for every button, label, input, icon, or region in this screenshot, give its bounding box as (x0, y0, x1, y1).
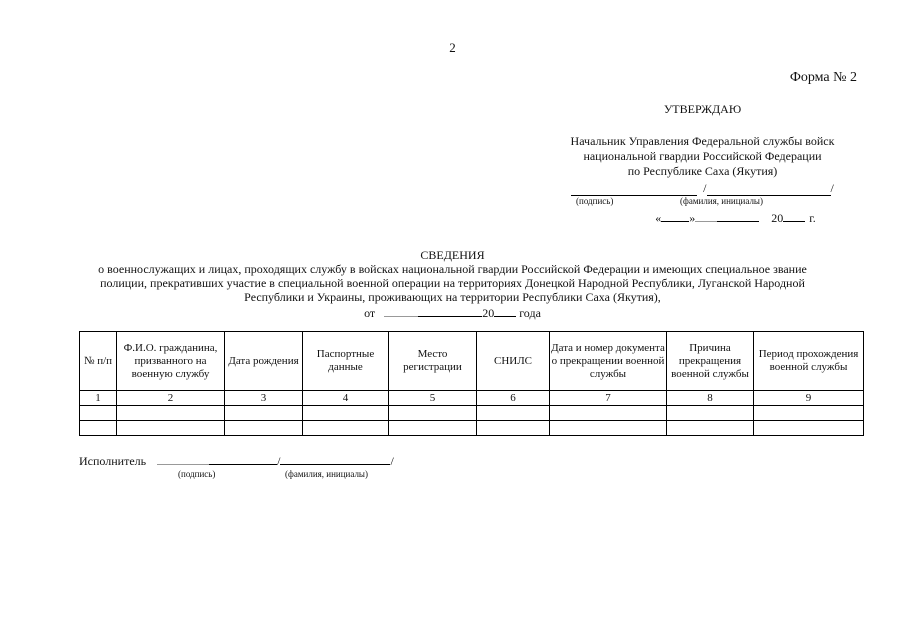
table-cell[interactable] (754, 421, 864, 436)
column-header: Причина прекращения военной службы (667, 332, 754, 391)
column-header: Дата рождения (225, 332, 303, 391)
table-cell[interactable] (303, 406, 389, 421)
table-cell[interactable] (389, 406, 477, 421)
form-number: Форма № 2 (789, 70, 857, 85)
table-cell[interactable] (667, 421, 754, 436)
column-header: Место регистрации (389, 332, 477, 391)
table-cell[interactable] (550, 406, 667, 421)
name-line (707, 183, 831, 196)
column-number: 1 (80, 391, 117, 406)
column-number: 5 (389, 391, 477, 406)
document-heading (60, 248, 845, 320)
column-number: 8 (667, 391, 754, 406)
approval-line: по Республике Саха (Якутия) (627, 164, 778, 178)
column-number: 4 (303, 391, 389, 406)
column-number: 7 (550, 391, 667, 406)
executor-row: Исполнитель / / (79, 454, 394, 468)
signature-line (571, 183, 697, 196)
table-row (80, 406, 864, 421)
column-number: 2 (117, 391, 225, 406)
heading-line: о военнослужащих и лицах, проходящих службу в войсках национальной гвардии Российской Федерации и имеющих специальное звание (98, 262, 807, 276)
column-number: 3 (225, 391, 303, 406)
table-cell[interactable] (667, 406, 754, 421)
table-cell[interactable] (754, 406, 864, 421)
table-cell[interactable] (117, 421, 225, 436)
executor-signature-caption: (подпись) (178, 469, 216, 479)
heading-line: полиции, прекративших участие в специальной военной операции на территориях Донецкой Народной Республики, Луганской Народной (100, 276, 805, 290)
table-cell[interactable] (117, 406, 225, 421)
column-number: 6 (477, 391, 550, 406)
approval-title: УТВЕРЖДАЮ (663, 102, 742, 116)
column-header: № п/п (80, 332, 117, 391)
heading-date: от 20 года (364, 306, 541, 320)
table-cell[interactable] (550, 421, 667, 436)
approval-line: национальной гвардии Российской Федерации (583, 149, 822, 163)
column-number-row (80, 391, 864, 406)
column-header: Дата и номер документа о прекращении военной службы (550, 332, 667, 391)
table-cell[interactable] (80, 406, 117, 421)
executor-label: Исполнитель (79, 454, 147, 468)
approval-block (540, 102, 865, 224)
approval-line: Начальник Управления Федеральной службы войск (570, 134, 835, 148)
table-row (80, 421, 864, 436)
column-header: Период прохождения военной службы (754, 332, 864, 391)
table-cell[interactable] (225, 421, 303, 436)
executor-signature-line (209, 452, 277, 465)
table-cell[interactable] (303, 421, 389, 436)
name-caption: (фамилия, инициалы) (680, 196, 763, 206)
table-cell[interactable] (477, 406, 550, 421)
executor-name-caption: (фамилия, инициалы) (285, 469, 368, 479)
table-cell[interactable] (389, 421, 477, 436)
column-header: Ф.И.О. гражданина, призванного на военную службу (117, 332, 225, 391)
executor-name-line (280, 452, 390, 465)
heading-line: Республики и Украины, проживающих на территории Республики Саха (Якутия), (244, 290, 661, 304)
table-cell[interactable] (225, 406, 303, 421)
table-header-row (80, 332, 864, 391)
column-number: 9 (754, 391, 864, 406)
table-cell[interactable] (477, 421, 550, 436)
approval-signature-row: / / (540, 181, 865, 196)
signature-caption: (подпись) (576, 196, 614, 206)
data-table (79, 331, 864, 436)
heading-title: СВЕДЕНИЯ (420, 248, 485, 262)
column-header: Паспортные данные (303, 332, 389, 391)
column-header: СНИЛС (477, 332, 550, 391)
table-cell[interactable] (80, 421, 117, 436)
page-number: 2 (449, 40, 456, 55)
approval-date: « » 20 г. (655, 211, 816, 225)
